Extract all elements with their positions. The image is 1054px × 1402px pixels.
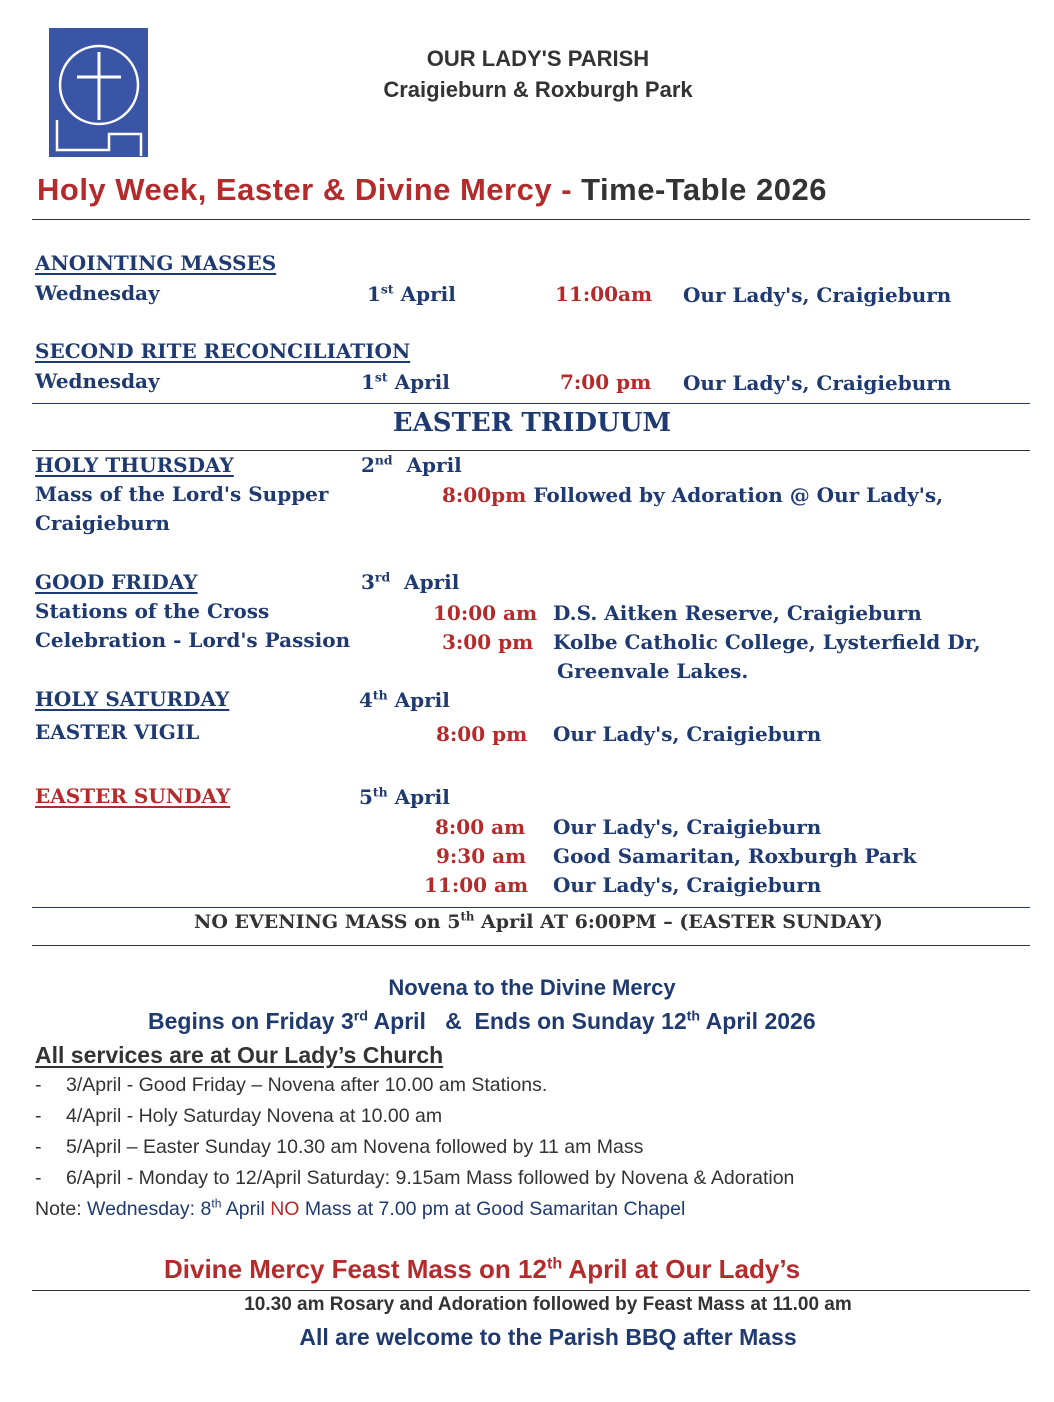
title-divider bbox=[32, 219, 1030, 220]
holy-thursday-service: Mass of the Lord's Supper bbox=[35, 482, 329, 506]
good-friday-service: Stations of the Cross bbox=[35, 599, 270, 623]
page-title-year: Time-Table 2026 bbox=[572, 172, 828, 207]
easter-sunday-time: 11:00 am bbox=[424, 873, 529, 897]
reconciliation-day: Wednesday bbox=[35, 369, 160, 393]
list-item: - 3/April - Good Friday – Novena after 10.00 am Stations. bbox=[35, 1074, 548, 1096]
holy-thursday-heading: HOLY THURSDAY bbox=[35, 453, 234, 477]
good-friday-date: 3rd April bbox=[361, 569, 460, 594]
no-evening-top-divider bbox=[32, 907, 1030, 908]
reconciliation-date: 1st April bbox=[361, 369, 450, 394]
page-title bbox=[37, 172, 827, 208]
triduum-heading: EASTER TRIDUUM bbox=[392, 408, 672, 438]
holy-saturday-place: Our Lady's, Craigieburn bbox=[553, 722, 822, 746]
easter-sunday-place: Our Lady's, Craigieburn bbox=[553, 873, 822, 897]
holy-thursday-service-cont: Craigieburn bbox=[35, 511, 170, 535]
easter-sunday-place: Our Lady's, Craigieburn bbox=[553, 815, 822, 839]
good-friday-place: D.S. Aitken Reserve, Craigieburn bbox=[553, 601, 922, 625]
feast-schedule: 10.30 am Rosary and Adoration followed by Feast Mass at 11.00 am bbox=[244, 1294, 852, 1315]
holy-thursday-date: 2nd April bbox=[361, 452, 462, 477]
easter-sunday-time: 8:00 am bbox=[435, 815, 526, 839]
no-evening-bottom-divider bbox=[32, 945, 1030, 946]
novena-dates: Begins on Friday 3rd April & Ends on Sunday 12th April 2026 bbox=[148, 1008, 816, 1034]
easter-sunday-date: 5th April bbox=[359, 784, 450, 809]
triduum-top-divider bbox=[32, 403, 1030, 404]
holy-saturday-heading: HOLY SATURDAY bbox=[35, 687, 230, 711]
feast-mass-title: Divine Mercy Feast Mass on 12th April at Our Lady’s bbox=[164, 1254, 801, 1284]
list-item: - 6/April - Monday to 12/April Saturday: 9.15am Mass followed by Novena & Adoration bbox=[35, 1167, 795, 1189]
holy-thursday-time-line: 8:00pm Followed by Adoration @ Our Lady's, bbox=[442, 483, 944, 507]
good-friday-place: Kolbe Catholic College, Lysterfield Dr, bbox=[553, 630, 981, 654]
triduum-bottom-divider bbox=[32, 450, 1030, 451]
reconciliation-time: 7:00 pm bbox=[560, 370, 652, 394]
novena-services-heading: All services are at Our Lady’s Church bbox=[35, 1042, 444, 1068]
good-friday-service: Celebration - Lord's Passion bbox=[35, 628, 351, 652]
reconciliation-heading: SECOND RITE RECONCILIATION bbox=[35, 339, 411, 363]
holy-saturday-date: 4th April bbox=[359, 687, 450, 712]
novena-title: Novena to the Divine Mercy bbox=[388, 975, 676, 1000]
list-item: - 4/April - Holy Saturday Novena at 10.00 am bbox=[35, 1105, 443, 1127]
easter-sunday-place: Good Samaritan, Roxburgh Park bbox=[553, 844, 917, 868]
easter-sunday-time: 9:30 am bbox=[436, 844, 527, 868]
reconciliation-place: Our Lady's, Craigieburn bbox=[683, 371, 952, 395]
parish-name: OUR LADY'S PARISH bbox=[426, 46, 650, 71]
feast-divider bbox=[32, 1290, 1030, 1291]
list-item: - 5/April – Easter Sunday 10.30 am Novena followed by 11 am Mass bbox=[35, 1136, 644, 1158]
anointing-day: Wednesday bbox=[35, 281, 160, 305]
novena-note: Note: Wednesday: 8th April NO Mass at 7.00 pm at Good Samaritan Chapel bbox=[35, 1196, 686, 1220]
anointing-date: 1st April bbox=[367, 281, 456, 306]
good-friday-time: 3:00 pm bbox=[442, 630, 534, 654]
good-friday-heading: GOOD FRIDAY bbox=[35, 570, 198, 594]
novena-schedule-list bbox=[35, 1074, 794, 1198]
easter-sunday-heading: EASTER SUNDAY bbox=[35, 784, 231, 808]
parish-location: Craigieburn & Roxburgh Park bbox=[383, 77, 693, 102]
good-friday-time: 10:00 am bbox=[433, 601, 538, 625]
holy-saturday-service: EASTER VIGIL bbox=[35, 720, 200, 744]
no-evening-mass-notice: NO EVENING MASS on 5th April AT 6:00PM – (EASTER SUNDAY) bbox=[194, 909, 883, 933]
anointing-heading: ANOINTING MASSES bbox=[35, 251, 277, 275]
anointing-time: 11:00am bbox=[555, 282, 653, 306]
page-title-main: Holy Week, Easter & Divine Mercy - bbox=[37, 172, 573, 207]
bbq-invitation: All are welcome to the Parish BBQ after Mass bbox=[299, 1324, 797, 1350]
holy-saturday-time: 8:00 pm bbox=[436, 722, 528, 746]
anointing-place: Our Lady's, Craigieburn bbox=[683, 283, 952, 307]
good-friday-place-cont: Greenvale Lakes. bbox=[557, 659, 749, 683]
